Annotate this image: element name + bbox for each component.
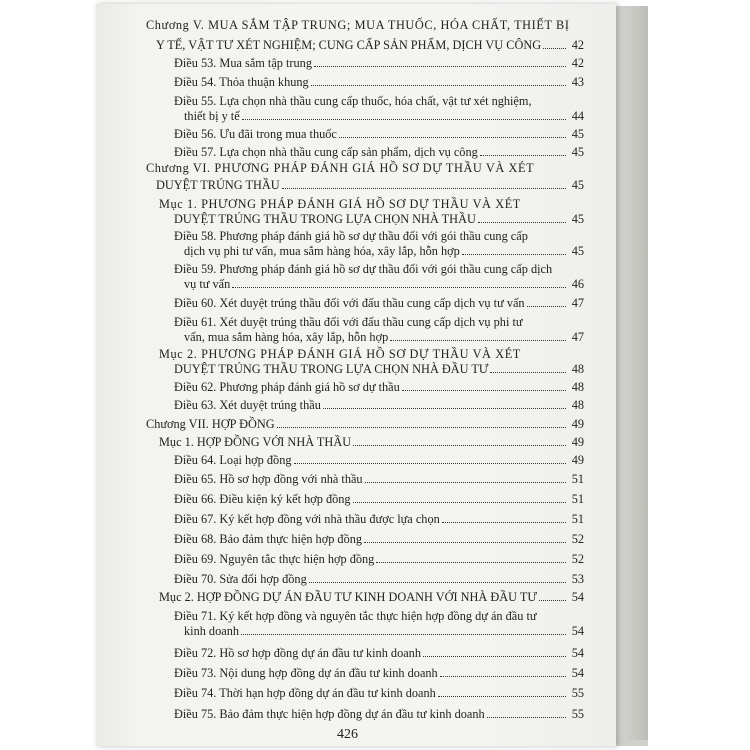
toc-article-69: Điều 69. Nguyên tắc thực hiện hợp đồng 52 [174,552,584,566]
toc-article-61-line1: Điều 61. Xét duyệt trúng thầu đối với đấu thầu cung cấp dịch vụ phi tư [174,315,523,329]
toc-chapter-6: DUYỆT TRÚNG THẦU 45 [156,178,584,192]
toc-article-65: Điều 65. Hồ sơ hợp đồng với nhà thầu 51 [174,472,584,486]
toc-article-60: Điều 60. Xét duyệt trúng thầu đối với đấu thầu cung cấp dịch vụ tư vấn 47 [174,296,584,310]
toc-article-64: Điều 64. Loại hợp đồng 49 [174,453,584,467]
toc-article-59-line1: Điều 59. Phương pháp đánh giá hồ sơ dự thầu đối với gói thầu cung cấp dịch [174,262,553,276]
toc-article-72: Điều 72. Hồ sơ hợp đồng dự án đầu tư kinh doanh 54 [174,646,584,660]
toc-article-71-line1: Điều 71. Ký kết hợp đồng và nguyên tắc thực hiện hợp đồng dự án đầu tư [174,609,537,623]
toc-article-58: dịch vụ phi tư vấn, mua sắm hàng hóa, xây lắp, hỗn hợp 45 [184,244,584,258]
toc-article-55: thiết bị y tế 44 [184,109,584,123]
toc-article-70: Điều 70. Sửa đổi hợp đồng 53 [174,572,584,586]
toc-section-1-line1: Mục 1. PHƯƠNG PHÁP ĐÁNH GIÁ HỒ SƠ DỰ THẦU VÀ XÉT [159,197,521,211]
toc-chapter-7-section-1: Mục 1. HỢP ĐỒNG VỚI NHÀ THẦU 49 [159,435,584,449]
toc-chapter-6-line1: Chương VI. PHƯƠNG PHÁP ĐÁNH GIÁ HỒ SƠ DỰ THẦU VÀ XÉT [146,161,535,175]
toc-article-66: Điều 66. Điều kiện ký kết hợp đồng 51 [174,492,584,506]
toc-article-75: Điều 75. Bảo đảm thực hiện hợp đồng dự án đầu tư kinh doanh 55 [174,707,584,721]
toc-article-62: Điều 62. Phương pháp đánh giá hồ sơ dự thầu 48 [174,380,584,394]
toc-article-56: Điều 56. Ưu đãi trong mua thuốc 45 [174,127,584,141]
toc-article-59: vụ tư vấn 46 [184,277,584,291]
toc-chapter-7: Chương VII. HỢP ĐỒNG 49 [146,417,584,431]
toc-article-74: Điều 74. Thời hạn hợp đồng dự án đầu tư kinh doanh 55 [174,686,584,700]
toc-article-67: Điều 67. Ký kết hợp đồng với nhà thầu được lựa chọn 51 [174,512,584,526]
toc-section-1: DUYỆT TRÚNG THẦU TRONG LỰA CHỌN NHÀ THẦU 45 [174,212,584,226]
underlying-pages [612,6,648,744]
toc-section-2: DUYỆT TRÚNG THẦU TRONG LỰA CHỌN NHÀ ĐẦU TƯ 48 [174,362,584,376]
toc-chapter-7-section-2: Mục 2. HỢP ĐỒNG DỰ ÁN ĐẦU TƯ KINH DOANH VỚI NHÀ ĐẦU TƯ 54 [159,590,584,604]
toc-article-53: Điều 53. Mua sắm tập trung 42 [174,56,584,70]
toc-article-55-line1: Điều 55. Lựa chọn nhà thầu cung cấp thuốc, hóa chất, vật tư xét nghiệm, [174,94,532,108]
toc-article-68: Điều 68. Bảo đảm thực hiện hợp đồng 52 [174,532,584,546]
toc-chapter-5-line1: Chương V. MUA SẮM TẬP TRUNG; MUA THUỐC, HÓA CHẤT, THIẾT BỊ [146,18,570,32]
toc-chapter-5: Y TẾ, VẬT TƯ XÉT NGHIỆM; CUNG CẤP SẢN PHẨM, DỊCH VỤ CÔNG 42 [156,38,584,52]
toc-section-2-line1: Mục 2. PHƯƠNG PHÁP ĐÁNH GIÁ HỒ SƠ DỰ THẦU VÀ XÉT [159,347,521,361]
table-of-contents [96,4,616,746]
toc-article-54: Điều 54. Thỏa thuận khung 43 [174,75,584,89]
toc-article-73: Điều 73. Nội dung hợp đồng dự án đầu tư kinh doanh 54 [174,666,584,680]
toc-article-71: kinh doanh 54 [184,624,584,638]
book-page [96,4,616,746]
toc-article-57: Điều 57. Lựa chọn nhà thầu cung cấp sản phẩm, dịch vụ công 45 [174,145,584,159]
toc-article-61: vấn, mua sắm hàng hóa, xây lắp, hỗn hợp 47 [184,330,584,344]
page-number: 426 [337,727,358,742]
toc-article-63: Điều 63. Xét duyệt trúng thầu 48 [174,398,584,412]
toc-article-58-line1: Điều 58. Phương pháp đánh giá hồ sơ dự thầu đối với gói thầu cung cấp [174,229,528,243]
